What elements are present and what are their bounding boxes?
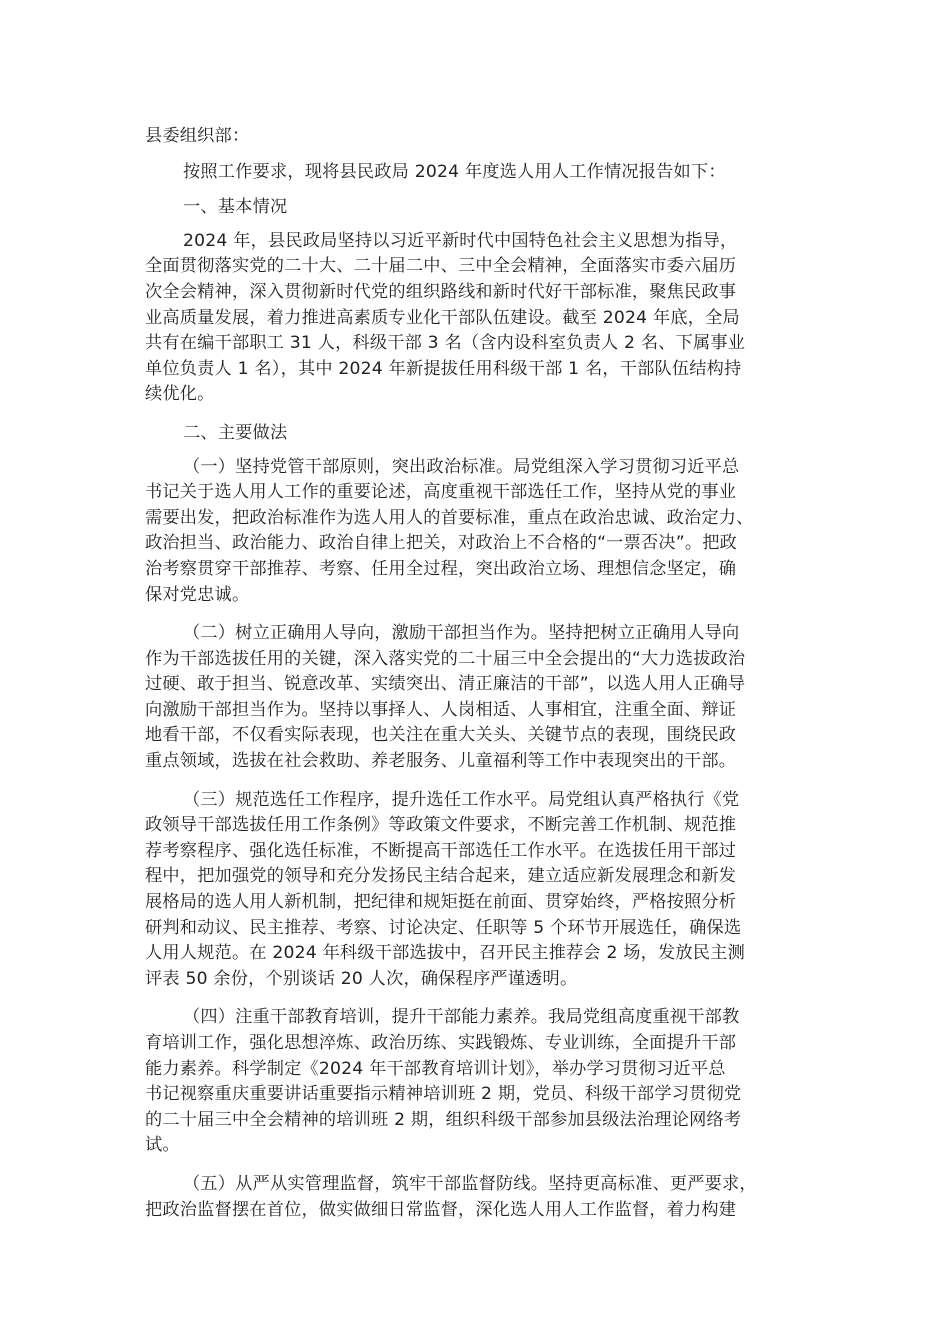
text-line: 政治担当、政治能力、政治自律上把关，对政治上不合格的“一票否决”。把政 xyxy=(145,533,737,554)
text-line: （三）规范选任工作程序，提升选任工作水平。局党组认真严格执行《党 xyxy=(183,789,740,810)
paragraph-item-3 xyxy=(145,788,825,993)
text-line: 需要出发，把政治标准作为选人用人的首要标准，重点在政治忠诚、政治定力、 xyxy=(145,507,754,528)
text-line: 把政治监督摆在首位，做实做细日常监督，深化选人用人工作监督，着力构建 xyxy=(145,1199,737,1220)
text-line: （四）注重干部教育培训，提升干部能力素养。我局党组高度重视干部教 xyxy=(183,1007,740,1028)
text-line: 程中，把加强党的领导和充分发扬民主结合起来，建立适应新发展理念和新发 xyxy=(145,866,737,887)
text-line: 向激励干部担当作为。坚持以事择人、人岗相适、人事相宜，注重全面、辩证 xyxy=(145,699,737,720)
text-line: 书记视察重庆重要讲话重要指示精神培训班 2 期，党员、科级干部学习贯彻党 xyxy=(145,1084,742,1105)
text-line: 业高质量发展，着力推进高素质专业化干部队伍建设。截至 2024 年底，全局 xyxy=(145,307,740,328)
text-line: 人用人规范。在 2024 年科级干部选拔中，召开民主推荐会 2 场，发放民主测 xyxy=(145,943,745,964)
text-line: 作为干部选拔任用的关键，深入落实党的二十届三中全会提出的“大力选拔政治 xyxy=(145,648,746,669)
text-line: 能力素养。科学制定《2024 年干部教育培训计划》，举办学习贯彻习近平总 xyxy=(145,1058,726,1079)
text-line: 评表 50 余份，个别谈话 20 人次，确保程序严谨透明。 xyxy=(145,968,578,989)
paragraph-basic-situation xyxy=(145,229,825,408)
text-line: 保对党忠诚。 xyxy=(145,584,250,605)
text-line: 续优化。 xyxy=(145,384,215,405)
paragraph-item-5 xyxy=(145,1172,825,1223)
paragraph-item-4 xyxy=(145,1005,825,1159)
section-heading-basic-situation: 一、基本情况 xyxy=(183,197,288,218)
section-heading-main-practices: 二、主要做法 xyxy=(183,422,288,443)
text-line: 地看干部，不仅看实际表现，也关注在重大关头、关键节点的表现，围绕民政 xyxy=(145,725,737,746)
text-line: 展格局的选人用人新机制，把纪律和规矩挺在前面、贯穿始终，严格按照分析 xyxy=(145,892,737,913)
text-line: 次全会精神，深入贯彻新时代党的组织路线和新时代好干部标准，聚焦民政事 xyxy=(145,281,737,302)
text-line: 育培训工作，强化思想淬炼、政治历练、实践锻炼、专业训练，全面提升干部 xyxy=(145,1033,737,1053)
text-line: 政领导干部选拔任用工作条例》等政策文件要求，不断完善工作机制、规范推 xyxy=(145,815,737,836)
text-line: 全面贯彻落实党的二十大、二十届二中、三中全会精神，全面落实市委六届历 xyxy=(145,256,737,277)
text-line: 过硬、敢于担当、锐意改革、实绩突出、清正廉洁的干部”，以选人用人正确导 xyxy=(145,674,746,695)
paragraph-item-1 xyxy=(145,455,825,609)
text-line: 荐考察程序、强化选任标准，不断提高干部选任工作水平。在选拔任用干部过 xyxy=(145,840,737,861)
document-body xyxy=(145,124,825,1236)
text-line: 治考察贯穿干部推荐、考察、任用全过程，突出政治立场、理想信念坚定，确 xyxy=(145,558,737,579)
text-line: 重点领域，选拔在社会救助、养老服务、儿童福利等工作中表现突出的干部。 xyxy=(145,751,737,772)
salutation: 县委组织部： xyxy=(145,126,250,146)
text-line: （一）坚持党管干部原则，突出政治标准。局党组深入学习贯彻习近平总 xyxy=(183,456,740,477)
text-line: （二）树立正确用人导向，激励干部担当作为。坚持把树立正确用人导向 xyxy=(183,623,740,644)
paragraph-item-2 xyxy=(145,621,825,775)
intro-paragraph: 按照工作要求，现将县民政局 2024 年度选人用人工作情况报告如下： xyxy=(183,161,726,182)
text-line: 研判和动议、民主推荐、考察、讨论决定、任职等 5 个环节开展选任，确保选 xyxy=(145,917,742,938)
text-line: （五）从严从实管理监督，筑牢干部监督防线。坚持更高标准、更严要求， xyxy=(183,1173,757,1194)
text-line: 2024 年，县民政局坚持以习近平新时代中国特色社会主义思想为指导， xyxy=(183,230,738,251)
text-line: 的二十届三中全会精神的培训班 2 期，组织科级干部参加县级法治理论网络考 xyxy=(145,1109,742,1130)
text-line: 书记关于选人用人工作的重要论述，高度重视干部选任工作，坚持从党的事业 xyxy=(145,482,737,503)
text-line: 单位负责人 1 名），其中 2024 年新提拔任用科级干部 1 名，干部队伍结构持 xyxy=(145,358,742,379)
text-line: 共有在编干部职工 31 人，科级干部 3 名（含内设科室负责人 2 名、下属事业 xyxy=(145,333,746,354)
text-line: 试。 xyxy=(145,1135,180,1156)
